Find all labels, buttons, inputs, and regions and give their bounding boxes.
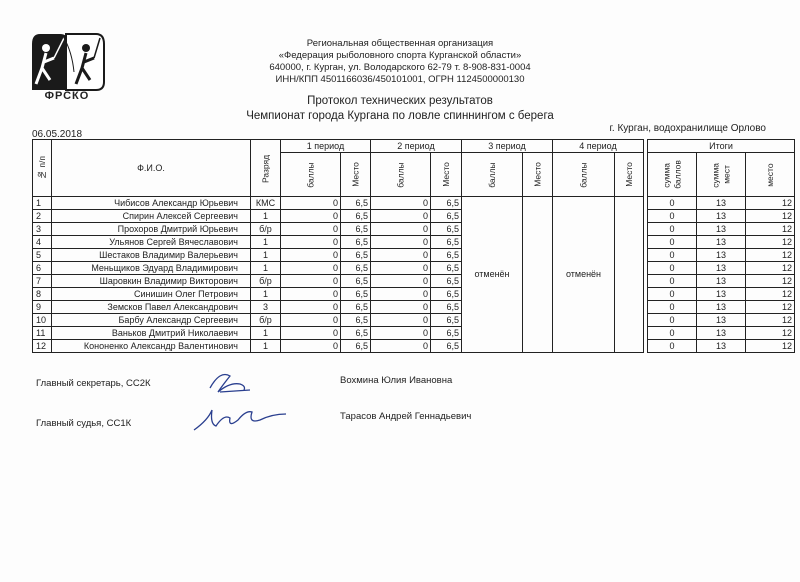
judge-name: Тарасов Андрей Геннадьевич: [340, 411, 472, 422]
sum-places: 13: [697, 249, 746, 262]
table-row: [33, 275, 795, 288]
results-table: [32, 139, 795, 353]
participant-rank: 1: [251, 327, 281, 340]
p2-points: 0: [371, 210, 431, 223]
period4-header: 4 период: [553, 140, 644, 153]
row-number: 5: [33, 249, 52, 262]
participant-rank: б/р: [251, 223, 281, 236]
p1-points: 0: [281, 340, 341, 353]
p2-place: 6,5: [431, 301, 462, 314]
org-address: 640000, г. Курган, ул. Володарского 62-79 т. 8-908-831-0004: [269, 62, 531, 73]
participant-name: Барбу Александр Сергеевич: [52, 314, 251, 327]
table-row: [33, 340, 795, 353]
p1-place: 6,5: [341, 301, 371, 314]
p1-points: 0: [281, 236, 341, 249]
p1-place-header: Место: [341, 153, 371, 197]
row-number: 9: [33, 301, 52, 314]
judge-signature: [190, 400, 290, 436]
col-name-header: Ф.И.О.: [52, 140, 251, 197]
final-place: 12: [746, 210, 795, 223]
participant-rank: 3: [251, 301, 281, 314]
row-number: 2: [33, 210, 52, 223]
participant-rank: 1: [251, 249, 281, 262]
period4-cancelled: отменён: [553, 197, 615, 353]
final-place: 12: [746, 197, 795, 210]
p1-points: 0: [281, 327, 341, 340]
participant-name: Чибисов Александр Юрьевич: [52, 197, 251, 210]
col-rank-header: Разряд: [251, 140, 281, 197]
table-row: [33, 210, 795, 223]
table-row: [33, 327, 795, 340]
participant-name: Меньщиков Эдуард Владимирович: [52, 262, 251, 275]
final-place: 12: [746, 340, 795, 353]
p2-points: 0: [371, 249, 431, 262]
sum-places: 13: [697, 301, 746, 314]
org-ids: ИНН/КПП 4501166036/450101001, ОГРН 1124500000130: [275, 74, 525, 85]
p1-points: 0: [281, 197, 341, 210]
sum-points: 0: [648, 223, 697, 236]
participant-name: Ульянов Сергей Вячеславович: [52, 236, 251, 249]
p1-place: 6,5: [341, 197, 371, 210]
p1-points: 0: [281, 288, 341, 301]
angler-logo-icon: [28, 32, 106, 94]
p1-points: 0: [281, 223, 341, 236]
p2-place: 6,5: [431, 314, 462, 327]
sum-points: 0: [648, 301, 697, 314]
p1-points: 0: [281, 210, 341, 223]
sum-places: 13: [697, 236, 746, 249]
p2-points: 0: [371, 236, 431, 249]
federation-logo: [28, 32, 106, 94]
secretary-name: Вохмина Юлия Ивановна: [340, 375, 453, 386]
p3-place-header: Место: [523, 153, 553, 197]
row-number: 11: [33, 327, 52, 340]
org-line-1: Региональная общественная организация: [306, 38, 494, 49]
final-place: 12: [746, 327, 795, 340]
participant-rank: 1: [251, 262, 281, 275]
p4-points-header: баллы: [553, 153, 615, 197]
participant-name: Шестаков Владимир Валерьевич: [52, 249, 251, 262]
sum-points: 0: [648, 314, 697, 327]
p2-place: 6,5: [431, 197, 462, 210]
p1-place: 6,5: [341, 340, 371, 353]
p2-points: 0: [371, 275, 431, 288]
logo-caption: ФРСКО: [44, 90, 90, 102]
p2-points: 0: [371, 301, 431, 314]
final-place: 12: [746, 275, 795, 288]
sum-places-header: сумма мест: [697, 153, 746, 197]
secretary-signature: [200, 368, 270, 398]
p2-points: 0: [371, 262, 431, 275]
p1-points: 0: [281, 262, 341, 275]
sum-points: 0: [648, 275, 697, 288]
period3-place-empty: [523, 197, 553, 353]
p4-place-header: Место: [615, 153, 644, 197]
protocol-title: Протокол технических результатов: [307, 95, 493, 107]
p1-place: 6,5: [341, 288, 371, 301]
totals-header: Итоги: [648, 140, 795, 153]
participant-name: Ваньков Дмитрий Николаевич: [52, 327, 251, 340]
org-line-2: «Федерация рыболовного спорта Курганской области»: [278, 50, 522, 61]
table-row: [33, 262, 795, 275]
sum-points: 0: [648, 197, 697, 210]
p2-place: 6,5: [431, 275, 462, 288]
row-number: 8: [33, 288, 52, 301]
table-row: [33, 249, 795, 262]
p2-points-header: баллы: [371, 153, 431, 197]
final-place: 12: [746, 223, 795, 236]
sum-points: 0: [648, 340, 697, 353]
row-number: 10: [33, 314, 52, 327]
final-place: 12: [746, 236, 795, 249]
p1-place: 6,5: [341, 327, 371, 340]
participant-name: Спирин Алексей Сергеевич: [52, 210, 251, 223]
final-place: 12: [746, 262, 795, 275]
final-place: 12: [746, 314, 795, 327]
p2-place: 6,5: [431, 249, 462, 262]
p2-points: 0: [371, 288, 431, 301]
sum-points: 0: [648, 288, 697, 301]
sum-places: 13: [697, 197, 746, 210]
final-place-header: место: [746, 153, 795, 197]
sum-points: 0: [648, 236, 697, 249]
row-number: 1: [33, 197, 52, 210]
p1-place: 6,5: [341, 223, 371, 236]
p2-place: 6,5: [431, 288, 462, 301]
p2-place: 6,5: [431, 236, 462, 249]
table-row: [33, 301, 795, 314]
p2-points: 0: [371, 340, 431, 353]
p2-points: 0: [371, 327, 431, 340]
table-row: [33, 314, 795, 327]
participant-name: Шаровкин Владимир Викторович: [52, 275, 251, 288]
participant-rank: 1: [251, 210, 281, 223]
p1-points-header: баллы: [281, 153, 341, 197]
sum-places: 13: [697, 340, 746, 353]
period2-header: 2 период: [371, 140, 462, 153]
sum-places: 13: [697, 275, 746, 288]
sum-points: 0: [648, 210, 697, 223]
row-number: 4: [33, 236, 52, 249]
p1-place: 6,5: [341, 236, 371, 249]
p1-place: 6,5: [341, 249, 371, 262]
event-title: Чемпионат города Кургана по ловле спиннингом с берега: [246, 110, 554, 122]
p2-place: 6,5: [431, 210, 462, 223]
secretary-role: Главный секретарь, СС2К: [36, 378, 151, 389]
p2-place: 6,5: [431, 262, 462, 275]
table-row: [33, 288, 795, 301]
sum-places: 13: [697, 210, 746, 223]
period3-cancelled: отменён: [462, 197, 523, 353]
final-place: 12: [746, 301, 795, 314]
p3-points-header: баллы: [462, 153, 523, 197]
participant-rank: б/р: [251, 314, 281, 327]
p1-points: 0: [281, 249, 341, 262]
sum-points: 0: [648, 327, 697, 340]
p1-place: 6,5: [341, 275, 371, 288]
participant-rank: 1: [251, 236, 281, 249]
p1-place: 6,5: [341, 210, 371, 223]
p1-points: 0: [281, 275, 341, 288]
p2-points: 0: [371, 223, 431, 236]
row-number: 6: [33, 262, 52, 275]
p2-place: 6,5: [431, 223, 462, 236]
p1-place: 6,5: [341, 262, 371, 275]
table-row: [33, 197, 795, 210]
p1-points: 0: [281, 301, 341, 314]
p2-place: 6,5: [431, 340, 462, 353]
participant-rank: б/р: [251, 275, 281, 288]
participant-name: Земсков Павел Александрович: [52, 301, 251, 314]
row-number: 3: [33, 223, 52, 236]
event-date: 06.05.2018: [32, 129, 83, 140]
sum-points: 0: [648, 249, 697, 262]
period3-header: 3 период: [462, 140, 553, 153]
table-row: [33, 236, 795, 249]
period4-place-empty: [615, 197, 644, 353]
row-number: 12: [33, 340, 52, 353]
p2-points: 0: [371, 197, 431, 210]
sum-points: 0: [648, 262, 697, 275]
sum-places: 13: [697, 327, 746, 340]
participant-rank: КМС: [251, 197, 281, 210]
sum-places: 13: [697, 262, 746, 275]
period1-header: 1 период: [281, 140, 371, 153]
final-place: 12: [746, 249, 795, 262]
p2-points: 0: [371, 314, 431, 327]
row-number: 7: [33, 275, 52, 288]
p1-place: 6,5: [341, 314, 371, 327]
p2-place-header: Место: [431, 153, 462, 197]
participant-name: Прохоров Дмитрий Юрьевич: [52, 223, 251, 236]
participant-name: Синишин Олег Петрович: [52, 288, 251, 301]
participant-rank: 1: [251, 288, 281, 301]
participant-name: Кононенко Александр Валентинович: [52, 340, 251, 353]
col-num-header: № п/п: [33, 140, 52, 197]
participant-rank: 1: [251, 340, 281, 353]
sum-points-header: сумма баллов: [648, 153, 697, 197]
table-row: [33, 223, 795, 236]
event-place: г. Курган, водохранилище Орлово: [609, 123, 766, 134]
p2-place: 6,5: [431, 327, 462, 340]
p1-points: 0: [281, 314, 341, 327]
judge-role: Главный судья, СС1К: [36, 418, 132, 429]
sum-places: 13: [697, 314, 746, 327]
final-place: 12: [746, 288, 795, 301]
sum-places: 13: [697, 288, 746, 301]
sum-places: 13: [697, 223, 746, 236]
